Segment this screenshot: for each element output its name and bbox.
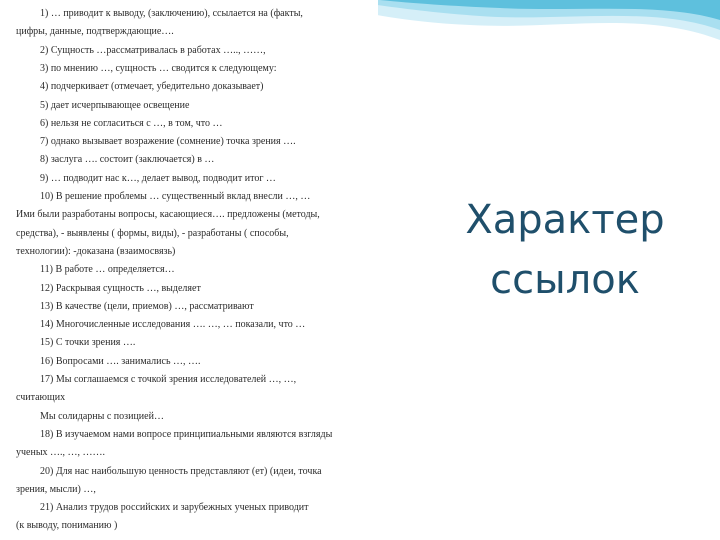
document-line: 11) В работе … определяется… [40, 264, 175, 276]
document-line: Ими были разработаны вопросы, касающиеся…. предложены (методы, [16, 209, 320, 221]
document-line: 10) В решение проблемы … существенный вклад внесли …, … [40, 191, 311, 202]
document-line: считающих [16, 392, 66, 404]
document-line: 7) однако вызывает возражение (сомнение) точка зрения …. [40, 136, 296, 148]
document-line: 12) Раскрывая сущность …, выделяет [40, 282, 201, 294]
document-line: (к выводу, пониманию ) [16, 520, 118, 532]
document-line: 14) Многочисленные исследования …. …, … показали, что … [40, 319, 306, 331]
document-line: 18) В изучаемом нами вопросе принципиальными являются взгляды [40, 428, 333, 440]
slide-title [440, 190, 690, 310]
document-line: технологии): -доказана (взаимосвязь) [16, 245, 176, 257]
document-line: 8) заслуга …. состоит (заключается) в … [40, 154, 215, 166]
document-line: 21) Анализ трудов российских и зарубежных ученых приводит [40, 502, 309, 514]
document-line: 13) В качестве (цели, приемов) …, рассматривают [40, 300, 254, 312]
document-line: 6) нельзя не согласиться с …, в том, что … [40, 117, 223, 129]
document-line: 20) Для нас наибольшую ценность представляют (ет) (идеи, точка [40, 465, 322, 477]
slide-title-line-2: ссылок [490, 257, 640, 303]
document-line: 5) дает исчерпывающее освещение [40, 99, 190, 111]
slide-title-line-1: Характер [465, 197, 665, 243]
document-line: зрения, мысли) …, [16, 483, 96, 495]
document-line: цифры, данные, подтверждающие…. [16, 26, 174, 38]
document-line: 9) … подводит нас к…, делает вывод, подводит итог … [40, 172, 276, 184]
document-line: 16) Вопросами …. занимались …, …. [40, 355, 201, 367]
document-line: Мы солидарны с позицией… [40, 410, 164, 422]
document-line: 3) по мнению …, сущность … сводится к следующему: [40, 62, 277, 74]
document-line: средства), - выявлены ( формы, виды), - разработаны ( способы, [16, 227, 289, 239]
document-line: 1) … приводит к выводу, (заключению), ссылается на (факты, [40, 8, 303, 19]
document-line: 17) Мы соглашаемся с точкой зрения исследователей …, …, [40, 374, 297, 385]
document-line: ученых …., …, ……. [16, 447, 106, 459]
document-line: 15) С точки зрения …. [40, 337, 136, 349]
document-line: 4) подчеркивает (отмечает, убедительно доказывает) [40, 81, 264, 93]
document-line: 2) Сущность …рассматривалась в работах ….., ……, [40, 44, 266, 56]
